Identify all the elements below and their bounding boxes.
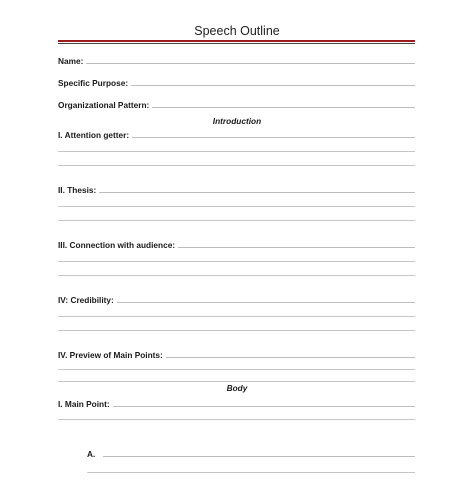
sub-point-a-field[interactable]: [103, 456, 415, 457]
main-point-row: [58, 395, 415, 409]
thesis-field[interactable]: [99, 192, 415, 193]
sub-point-a-row: [87, 445, 415, 459]
specific-purpose-field[interactable]: [131, 85, 415, 86]
credibility-label: IV: Credibility:: [58, 295, 114, 305]
credibility-line-2[interactable]: [58, 316, 415, 317]
preview-row: [58, 346, 415, 360]
thesis-line-3[interactable]: [58, 220, 415, 221]
connection-line-3[interactable]: [58, 275, 415, 276]
main-point-label: I. Main Point:: [58, 399, 110, 409]
attention-getter-line-2[interactable]: [58, 151, 415, 152]
preview-line-2[interactable]: [58, 369, 415, 370]
organizational-pattern-label: Organizational Pattern:: [58, 100, 150, 110]
body-heading: Body: [226, 383, 248, 393]
main-point-field[interactable]: [113, 406, 415, 407]
attention-getter-field[interactable]: [132, 137, 415, 138]
introduction-heading: Introduction: [212, 116, 262, 126]
specific-purpose-row: [58, 74, 415, 88]
name-row: [58, 52, 415, 66]
credibility-row: [58, 291, 415, 305]
connection-field[interactable]: [178, 247, 415, 248]
thesis-line-2[interactable]: [58, 206, 415, 207]
page-title: Speech Outline: [194, 24, 280, 38]
attention-getter-row: [58, 126, 415, 140]
sub-point-a-label: A.: [87, 449, 96, 459]
preview-line-3[interactable]: [58, 381, 415, 382]
name-label: Name:: [58, 56, 84, 66]
connection-row: [58, 236, 415, 250]
attention-getter-line-3[interactable]: [58, 165, 415, 166]
attention-getter-label: I. Attention getter:: [58, 130, 130, 140]
name-field[interactable]: [86, 63, 415, 64]
title-rule-red: [58, 40, 415, 42]
specific-purpose-label: Specific Purpose:: [58, 78, 129, 88]
thesis-label: II. Thesis:: [58, 185, 97, 195]
main-point-line-2[interactable]: [58, 419, 415, 420]
organizational-pattern-field[interactable]: [152, 107, 415, 108]
sub-point-a-line-2[interactable]: [87, 472, 415, 473]
thesis-row: [58, 181, 415, 195]
credibility-line-3[interactable]: [58, 330, 415, 331]
preview-label: IV. Preview of Main Points:: [58, 350, 163, 360]
connection-line-2[interactable]: [58, 261, 415, 262]
connection-label: III. Connection with audience:: [58, 240, 176, 250]
credibility-field[interactable]: [117, 302, 415, 303]
organizational-pattern-row: [58, 96, 415, 110]
preview-field[interactable]: [166, 357, 415, 358]
title-rule-dark: [58, 43, 415, 44]
